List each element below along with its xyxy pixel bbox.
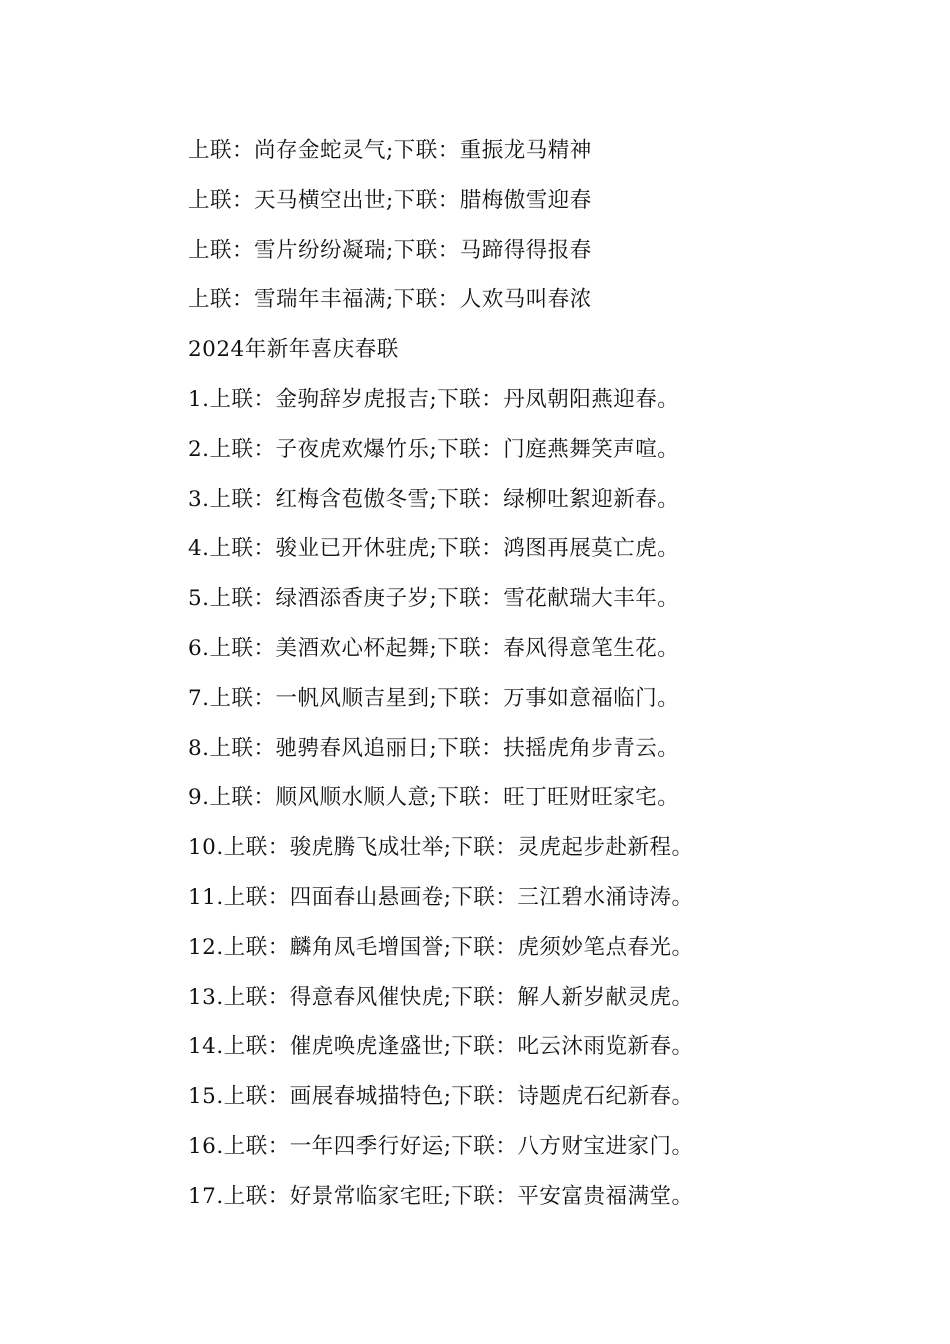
couplet-line: 11.上联：四面春山悬画卷;下联：三江碧水涌诗涛。 [188, 884, 694, 910]
couplet-line: 12.上联：麟角凤毛增国誉;下联：虎须妙笔点春光。 [188, 934, 694, 960]
couplet-line: 17.上联：好景常临家宅旺;下联：平安富贵福满堂。 [188, 1183, 694, 1209]
couplet-line: 16.上联：一年四季行好运;下联：八方财宝进家门。 [188, 1133, 694, 1159]
couplet-line: 13.上联：得意春风催快虎;下联：解人新岁献灵虎。 [188, 984, 694, 1010]
couplet-line: 14.上联：催虎唤虎逢盛世;下联：叱云沐雨览新春。 [188, 1034, 694, 1060]
couplet-line: 2.上联：子夜虎欢爆竹乐;下联：门庭燕舞笑声喧。 [188, 436, 680, 462]
couplet-line: 8.上联：驰骋春风追丽日;下联：扶摇虎角步青云。 [188, 735, 680, 761]
couplet-line: 5.上联：绿酒添香庚子岁;下联：雪花献瑞大丰年。 [188, 586, 680, 612]
couplet-line: 3.上联：红梅含苞傲冬雪;下联：绿柳吐絮迎新春。 [188, 486, 680, 512]
couplet-line: 15.上联：画展春城描特色;下联：诗题虎石纪新春。 [188, 1084, 694, 1110]
couplet-line: 上联：尚存金蛇灵气;下联：重振龙马精神 [188, 138, 592, 163]
couplet-line: 上联：雪片纷纷凝瑞;下联：马蹄得得报春 [188, 237, 592, 263]
section-heading: 2024年新年喜庆春联 [188, 337, 399, 363]
couplet-line: 上联：天马横空出世;下联：腊梅傲雪迎春 [188, 187, 592, 213]
couplet-line: 7.上联：一帆风顺吉星到;下联：万事如意福临门。 [188, 685, 680, 711]
couplet-line: 4.上联：骏业已开休驻虎;下联：鸿图再展莫亡虎。 [188, 536, 680, 562]
couplet-line: 10.上联：骏虎腾飞成壮举;下联：灵虎起步赴新程。 [188, 835, 694, 861]
document-body [188, 133, 888, 1229]
couplet-line: 上联：雪瑞年丰福满;下联：人欢马叫春浓 [188, 287, 592, 313]
couplet-line: 9.上联：顺风顺水顺人意;下联：旺丁旺财旺家宅。 [188, 785, 680, 811]
couplet-line: 1.上联：金驹辞岁虎报吉;下联：丹凤朝阳燕迎春。 [188, 386, 680, 412]
couplet-line: 6.上联：美酒欢心杯起舞;下联：春风得意笔生花。 [188, 635, 680, 661]
